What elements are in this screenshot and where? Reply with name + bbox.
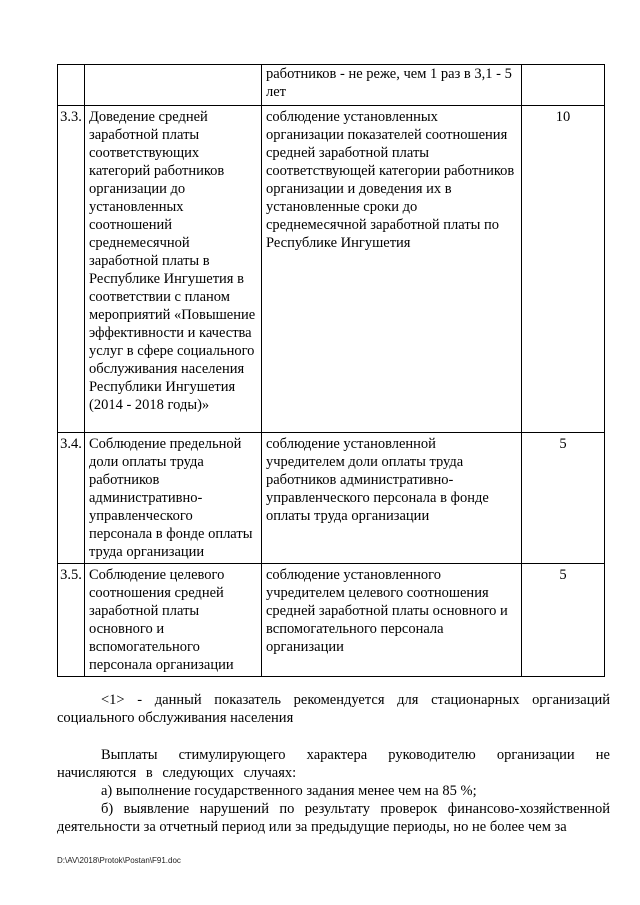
indicator-points: [522, 65, 605, 106]
row-number: [58, 65, 85, 106]
list-item-b: б) выявление нарушений по результату проверок финансово-хозяйственной деятельности за отчетный период или за предыдущие периоды, но не более чем за: [57, 801, 610, 835]
table-row: [58, 65, 605, 106]
row-number: 3.5.: [58, 564, 85, 677]
indicators-table: [57, 64, 605, 677]
indicator-name: Доведение средней заработной платы соответствующих категорий работников организации до установленных соотношений среднемесячной заработной платы в Республике Ингушетия в соответствии с планом мероприятий «Повышение эффективности и качества услуг в сфере социального обслуживания населения Республики Ингушетия (2014 - 2018 годы)»: [85, 106, 262, 433]
indicator-points: 5: [522, 433, 605, 564]
list-item-a: а) выполнение государственного задания менее чем на 85 %;: [101, 783, 477, 799]
indicator-condition: работников - не реже, чем 1 раз в 3,1 - 5 лет: [262, 65, 522, 106]
row-number: 3.4.: [58, 433, 85, 564]
indicator-name: Соблюдение целевого соотношения средней заработной платы основного и вспомогательного персонала организации: [85, 564, 262, 677]
indicator-condition: соблюдение установленного учредителем целевого соотношения средней заработной платы основного и вспомогательного персонала организации: [262, 564, 522, 677]
table-row: [58, 564, 605, 677]
indicator-name: [85, 65, 262, 106]
indicator-points: 5: [522, 564, 605, 677]
table-row: [58, 433, 605, 564]
indicator-condition: соблюдение установленных организации показателей соотношения средней заработной платы соответствующей категории работников организации и доведения их в установленные сроки до среднемесячной заработной платы по Республике Ингушетия: [262, 106, 522, 433]
indicator-condition: соблюдение установленной учредителем доли оплаты труда работников административно-управленческого персонала в фонде оплаты труда организации: [262, 433, 522, 564]
file-path: D:\AV\2018\Protok\Postan\F91.doc: [57, 856, 181, 865]
paragraph-stimulus: Выплаты стимулирующего характера руководителю организации не начисляются в следующих случаях:: [57, 747, 610, 781]
indicator-name: Соблюдение предельной доли оплаты труда работников административно-управленческого персонала в фонде оплаты труда организации: [85, 433, 262, 564]
indicator-points: 10: [522, 106, 605, 433]
table-row: [58, 106, 605, 433]
footnote: <1> - данный показатель рекомендуется для стационарных организаций социального обслуживания населения: [57, 692, 610, 726]
row-number: 3.3.: [58, 106, 85, 433]
